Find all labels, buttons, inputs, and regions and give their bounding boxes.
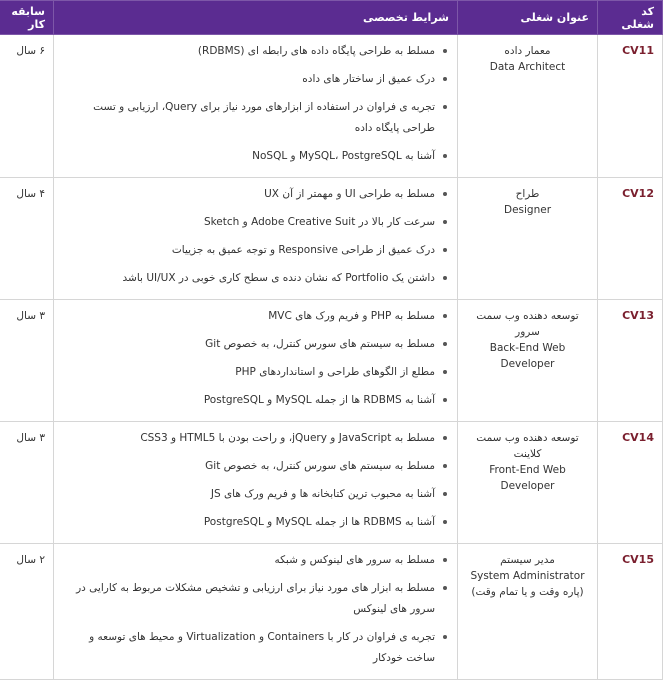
requirement-item: تجربه ی فراوان در کار با Containers و Virtualization و محیط های توسعه و ساخت خودکار xyxy=(62,627,435,669)
job-title xyxy=(458,178,598,300)
requirement-item: مطلع از الگوهای طراحی و استانداردهای PHP xyxy=(62,362,435,383)
requirement-item: مسلط به سرور های لینوکس و شبکه xyxy=(62,550,435,571)
requirement-item: مسلط به سیستم های سورس کنترل، به خصوص Git xyxy=(62,334,435,355)
table-row xyxy=(0,422,663,544)
requirement-item: مسلط به JavaScript و jQuery، و راحت بودن با HTML5 و CSS3 xyxy=(62,428,435,449)
job-title-line: Designer xyxy=(503,204,552,216)
requirement-item: آشنا به RDBMS ها از جمله MySQL و PostgreSQL xyxy=(62,512,435,533)
job-title xyxy=(458,300,598,422)
requirement-item: درک عمیق از طراحی Responsive و توجه عمیق به جزییات xyxy=(62,240,435,261)
requirement-item: داشتن یک Portfolio که نشان دنده ی سطح کاری خوبی در UI/UX باشد xyxy=(62,268,435,289)
job-title-line: Back-End Web Developer xyxy=(489,342,566,370)
job-title-line: توسعه دهنده وب سمت xyxy=(476,432,579,444)
job-title-line: معمار داده xyxy=(504,45,551,57)
requirement-item: درک عمیق از ساختار های داده xyxy=(62,69,435,90)
job-title-line: طراح xyxy=(515,188,540,200)
job-experience: ۴ سال xyxy=(0,178,54,300)
header-requirements: شرایط تخصصی xyxy=(54,1,458,35)
job-code: CV11 xyxy=(598,35,663,178)
job-requirements xyxy=(54,35,458,178)
table-row xyxy=(0,35,663,178)
job-title xyxy=(458,35,598,178)
table-header-row xyxy=(0,1,663,35)
header-experience: سابقه کار xyxy=(0,1,54,35)
job-code: CV14 xyxy=(598,422,663,544)
table-row xyxy=(0,178,663,300)
table-row xyxy=(0,300,663,422)
job-code: CV15 xyxy=(598,544,663,680)
header-title: عنوان شغلی xyxy=(458,1,598,35)
job-requirements xyxy=(54,422,458,544)
requirement-item: مسلط به طراحی پایگاه داده های رابطه ای (RDBMS) xyxy=(62,41,435,62)
job-title-line: توسعه دهنده وب سمت سرور xyxy=(476,310,579,338)
job-title-line: Data Architect xyxy=(489,61,566,73)
requirement-item: مسلط به طراحی UI و مهمتر از آن UX xyxy=(62,184,435,205)
job-title xyxy=(458,422,598,544)
job-requirements xyxy=(54,300,458,422)
job-title-line: مدیر سیستم xyxy=(500,554,555,566)
requirement-item: مسلط به ابزار های مورد نیاز برای ارزیابی و تشخیص مشکلات مربوط به کارایی در سرور های لینوکس xyxy=(62,578,435,620)
requirement-item: آشنا به RDBMS ها از جمله MySQL و PostgreSQL xyxy=(62,390,435,411)
job-title xyxy=(458,544,598,680)
job-title-line: کلاینت xyxy=(513,448,542,460)
requirement-item: آشنا به MySQL، PostgreSQL و NoSQL xyxy=(62,146,435,167)
table-row xyxy=(0,544,663,680)
requirement-item: تجربه ی فراوان در استفاده از ابزارهای مورد نیاز برای Query، ارزیابی و تست طراحی پایگاه داده xyxy=(62,97,435,139)
job-experience: ۳ سال xyxy=(0,422,54,544)
job-experience: ۶ سال xyxy=(0,35,54,178)
header-code: کد شغلی xyxy=(598,1,663,35)
job-title-line: System Administrator xyxy=(470,570,585,582)
job-title-line: (پاره وقت و یا تمام وقت) xyxy=(471,586,584,598)
job-requirements xyxy=(54,178,458,300)
job-requirements xyxy=(54,544,458,680)
requirement-item: مسلط به PHP و فریم ورک های MVC xyxy=(62,306,435,327)
requirement-item: مسلط به سیستم های سورس کنترل، به خصوص Git xyxy=(62,456,435,477)
job-experience: ۲ سال xyxy=(0,544,54,680)
requirement-item: آشنا به محبوب ترین کتابخانه ها و فریم ورک های JS xyxy=(62,484,435,505)
requirement-item: سرعت کار بالا در Adobe Creative Suit و Sketch xyxy=(62,212,435,233)
job-code: CV13 xyxy=(598,300,663,422)
job-code: CV12 xyxy=(598,178,663,300)
job-title-line: Front-End Web Developer xyxy=(489,464,566,492)
job-experience: ۳ سال xyxy=(0,300,54,422)
